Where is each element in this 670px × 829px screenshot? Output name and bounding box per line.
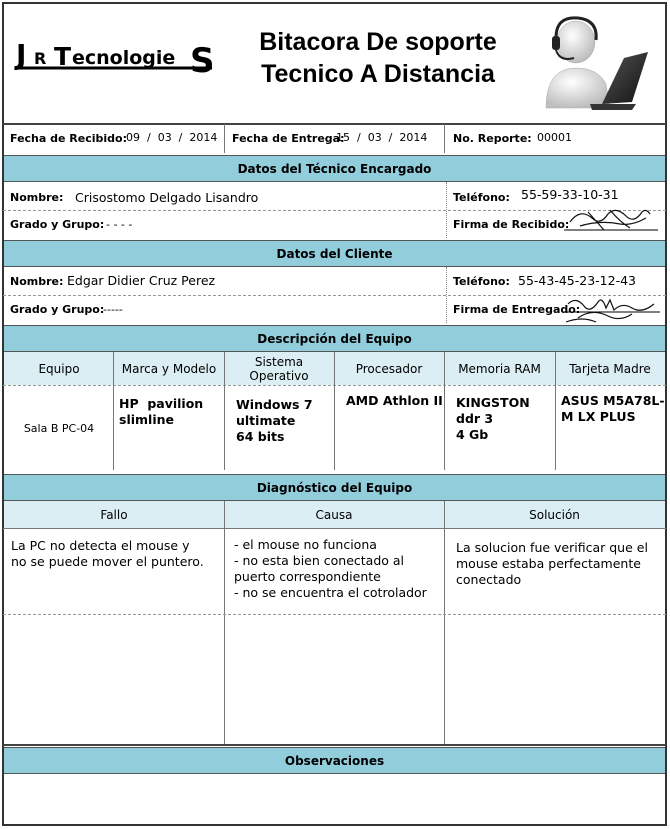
- equipment-value-memoria: KINGSTON ddr 3 4 Gb: [456, 395, 530, 442]
- observations-section-title: Observaciones: [4, 747, 665, 774]
- divider: [224, 352, 225, 470]
- diagnosis-cause-text: - el mouse no funciona - no esta bien conectado al puerto correspondiente - no se encuentra el cotrolador: [234, 537, 427, 600]
- support-agent-icon: [540, 12, 650, 114]
- company-logo: [14, 34, 214, 78]
- svg-text:ecnologie: ecnologie: [72, 47, 176, 69]
- diagnosis-solution-text: La solucion fue verificar que el mouse estaba perfectamente conectado: [456, 540, 648, 587]
- equipment-header-procesador: Procesador: [334, 352, 444, 385]
- equipment-value-equipo: Sala B PC-04: [23, 422, 95, 435]
- equipment-value-tarjeta: ASUS M5A78L- M LX PLUS: [561, 393, 665, 424]
- equipment-header-sistema: Sistema Operativo: [224, 352, 334, 385]
- divider: [444, 501, 445, 745]
- divider: [224, 124, 225, 153]
- technician-phone-value: 55-59-33-10-31: [521, 187, 619, 202]
- client-grade-value: -----: [103, 303, 123, 316]
- svg-text:R: R: [34, 49, 47, 68]
- diagnosis-section-title: Diagnóstico del Equipo: [4, 474, 665, 501]
- divider: [3, 528, 666, 529]
- delivered-signature-label: Firma de Entregado:: [453, 303, 581, 316]
- technician-name-label: Nombre:: [10, 191, 64, 204]
- divider: [555, 352, 556, 470]
- svg-text:S: S: [190, 41, 214, 78]
- delivery-date-value: 15 / 03 / 2014: [336, 131, 428, 144]
- equipment-header-memoria: Memoria RAM: [444, 352, 555, 385]
- diagnosis-header-fallo: Fallo: [4, 501, 224, 528]
- divider: [113, 352, 114, 470]
- equipment-value-sistema: Windows 7 ultimate 64 bits: [236, 397, 313, 444]
- received-signature-label: Firma de Recibido:: [453, 218, 570, 231]
- title-line-2: Tecnico A Distancia: [261, 60, 495, 88]
- equipment-header-tarjeta: Tarjeta Madre: [555, 352, 665, 385]
- divider: [224, 501, 225, 745]
- technician-section-title: Datos del Técnico Encargado: [4, 155, 665, 182]
- report-number-value: 00001: [537, 131, 572, 144]
- divider: [3, 614, 666, 615]
- client-grade-label: Grado y Grupo:: [10, 303, 105, 316]
- divider: [3, 123, 666, 125]
- technician-grade-label: Grado y Grupo:: [10, 218, 105, 231]
- client-section-title: Datos del Cliente: [4, 240, 665, 267]
- delivery-date-label: Fecha de Entrega:: [232, 132, 345, 145]
- diagnosis-failure-text: La PC no detecta el mouse y no se puede mover el puntero.: [11, 538, 204, 569]
- received-date-value: 09 / 03 / 2014: [126, 131, 218, 144]
- page-title: [228, 26, 528, 90]
- technician-name-value: Crisostomo Delgado Lisandro: [75, 190, 259, 205]
- equipment-value-marca: HP pavilion slimline: [119, 396, 204, 427]
- divider: [3, 744, 666, 746]
- divider: [334, 352, 335, 470]
- report-number-label: No. Reporte:: [453, 132, 532, 145]
- diagnosis-header-causa: Causa: [224, 501, 444, 528]
- client-phone-label: Teléfono:: [453, 275, 510, 288]
- logo-graphic: [14, 34, 214, 78]
- technician-phone-label: Teléfono:: [453, 191, 510, 204]
- client-name-label: Nombre:: [10, 275, 64, 288]
- diagnosis-header-solucion: Solución: [444, 501, 665, 528]
- equipment-header-marca: Marca y Modelo: [114, 352, 224, 385]
- title-line-1: Bitacora De soporte: [259, 28, 497, 56]
- equipment-value-procesador: AMD Athlon II: [346, 393, 443, 408]
- equipment-header-equipo: Equipo: [4, 352, 114, 385]
- svg-text:J: J: [16, 38, 27, 71]
- divider: [444, 352, 445, 470]
- client-name-value: Edgar Didier Cruz Perez: [67, 273, 216, 288]
- received-signature: [560, 204, 660, 236]
- technician-grade-value: - - - -: [106, 218, 133, 231]
- equipment-section-title: Descripción del Equipo: [4, 325, 665, 352]
- observations-text[interactable]: [8, 778, 662, 822]
- client-phone-value: 55-43-45-23-12-43: [518, 273, 636, 288]
- divider: [444, 124, 445, 153]
- delivered-signature: [562, 292, 662, 326]
- svg-text:T: T: [54, 42, 72, 71]
- received-date-label: Fecha de Recibido:: [10, 132, 127, 145]
